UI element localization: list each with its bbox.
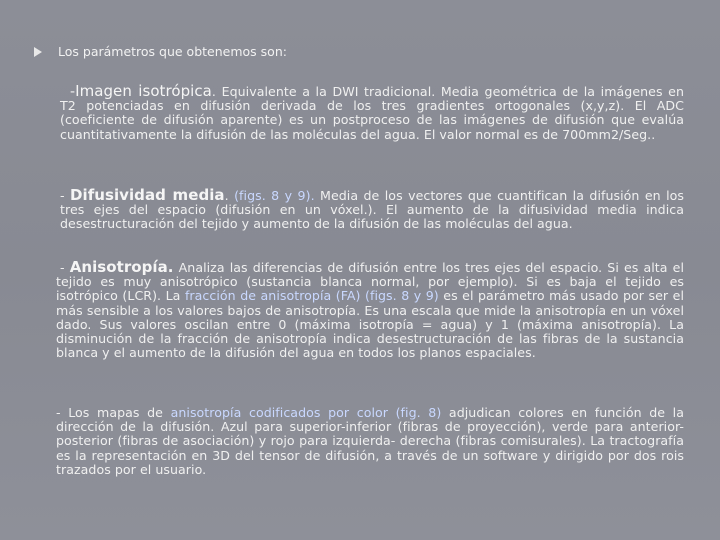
paragraph-text: adjudican colores en función de la dirección de la difusión. Azul para superior-inferior (fibras de proyección), verde para anterior- posterior (fibras de asociación) y rojo para izquierda- derecha (fibras comisurales). La tractografía es la representación en 3D del tensor de difusión, a través de un software y dirigido por dos rois trazados por el usuario. xyxy=(56,405,684,477)
highlight-fraccion-anisotropia: fracción de anisotropía (FA) xyxy=(184,288,361,304)
paragraph-text: Equivalente a la DWI tradicional. Media geométrica de la imágenes en T2 potenciadas en difusión derivada de los tres gradientes ortogonales (x,y,z). El ADC (coeficiente de difusión aparente) es un postproceso de las imágenes de difusión que evalúa cuantitativamente la difusión de las moléculas del agua. El valor normal es de 700mm2/Seg.. xyxy=(60,84,684,142)
paragraph-text: Analiza las diferencias de difusión entre los tres ejes del espacio. Si es alta el tejido es muy anisotrópico (sustancia blanca normal, por ejemplo). Si es baja el tejido es isotrópico (LCR). La xyxy=(56,260,684,304)
figure-reference: (fig. 8) xyxy=(387,405,442,420)
highlight-anisotropia-color: anisotropía codificados por color xyxy=(170,405,388,420)
heading-imagen-isotropica: Imagen isotrópica xyxy=(75,82,212,100)
heading-difusividad-media: Difusividad media xyxy=(70,186,225,204)
figure-reference: (figs. 8 y 9) xyxy=(360,288,439,304)
paragraph-anisotropia: - Anisotropía. Analiza las diferencias de difusión entre los tres ejes del espacio. Si es alta el tejido es muy anisotrópico (sustancia blanca normal, por ejemplo). Si es baja el tejido es isotrópico (LCR). La fracción de anisotropía (FA) (figs. 8 y 9) es el parámetro más usado por ser el más sensible a los valores bajos de anisotropía. Es una escala que mide la anisotropía en un vóxel dado. Sus valores oscilan entre 0 (máxima isotropía = agua) y 1 (máxima anisotropía). La disminución de la fracción de anisotropía indica desestructuración de las fibras de la sustancia blanca y el aumento de la difusión del agua en todos los planos espaciales. xyxy=(56,258,684,361)
paragraph-imagen-isotropica: -Imagen isotrópica. Equivalente a la DWI tradicional. Media geométrica de la imágenes en T2 potenciadas en difusión derivada de los tres gradientes ortogonales (x,y,z). El ADC (coeficiente de difusión aparente) es un postproceso de las imágenes de difusión que evalúa cuantitativamente la difusión de las moléculas del agua. El valor normal es de 700mm2/Seg.. xyxy=(60,82,684,142)
intro-line xyxy=(34,44,287,59)
intro-text: Los parámetros que obtenemos son: xyxy=(58,44,287,59)
figure-reference: (figs. 8 y 9). xyxy=(234,188,315,203)
paragraph-text: es el parámetro más usado por ser el más sensible a los valores bajos de anisotropía. Es una escala que mide la anisotropía en un vóxel dado. Sus valores oscilan entre 0 (máxima isotropía = agua) y 1 (máxima anisotropía). La disminución de la fracción de anisotropía indica desestructuración de las fibras de la sustancia blanca y el aumento de la difusión del agua en todos los planos espaciales. xyxy=(56,288,684,361)
heading-anisotropia: Anisotropía. xyxy=(69,258,174,276)
paragraph-mapas-color xyxy=(56,406,684,477)
paragraph-text: Media de los vectores que cuantifican la difusión en los tres ejes del espacio (difusión en un vóxel.). El aumento de la difusividad media indica desestructuración del tejido y aumento de la difusión de las moléculas del agua. xyxy=(60,188,684,232)
paragraph-difusividad-media: - Difusividad media. (figs. 8 y 9). Media de los vectores que cuantifican la difusión en los tres ejes del espacio (difusión en un vóxel.). El aumento de la difusividad media indica desestructuración del tejido y aumento de la difusión de las moléculas del agua. xyxy=(60,186,684,232)
paragraph-text: - Los mapas de xyxy=(56,405,171,420)
triangle-bullet-icon xyxy=(34,47,42,57)
